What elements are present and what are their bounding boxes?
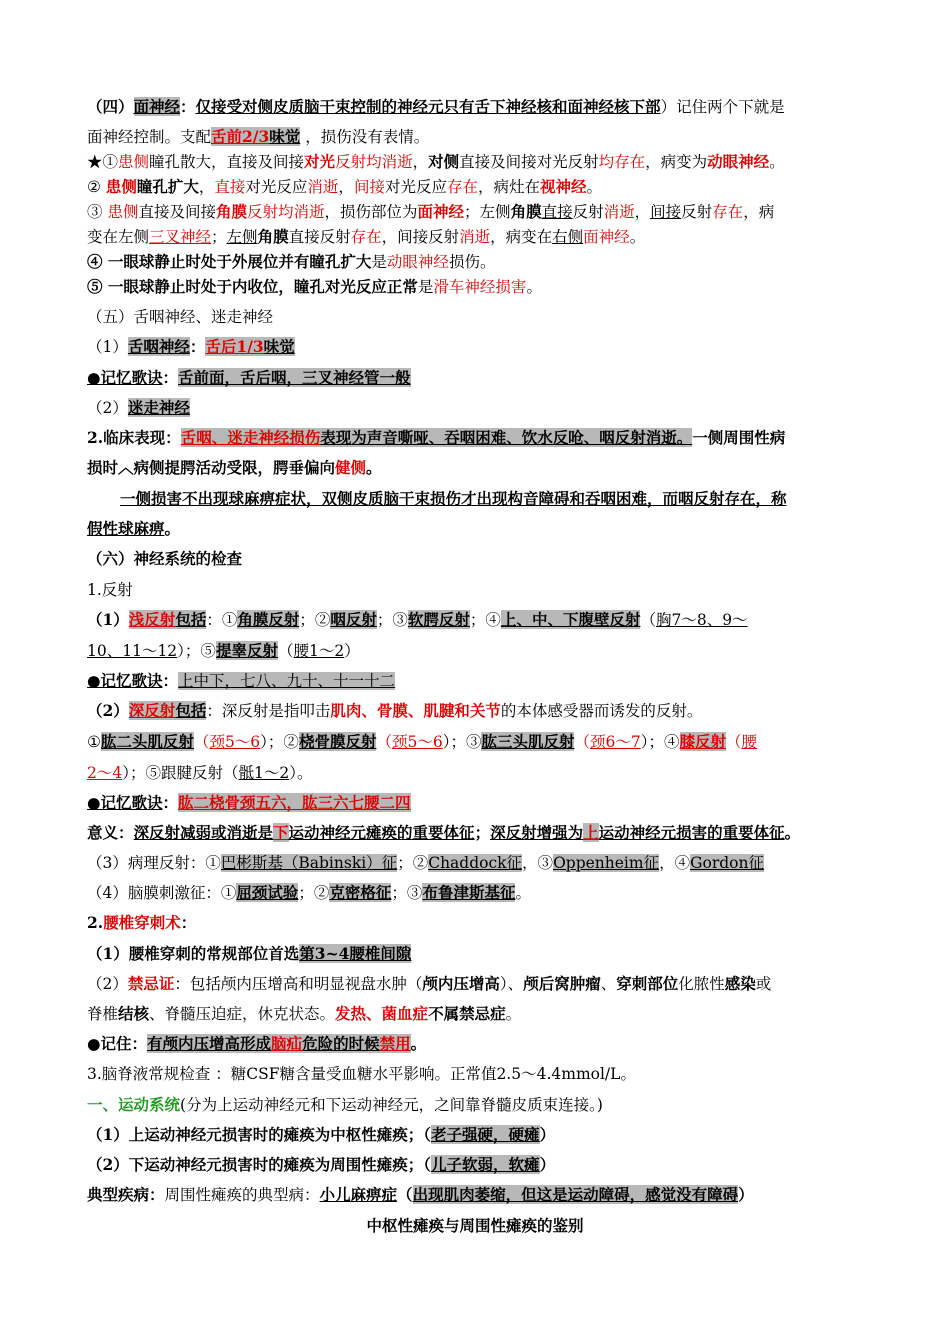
- text-line: [87, 96, 843, 118]
- text-run: 。: [784, 823, 801, 842]
- text-run: 。: [410, 1034, 427, 1053]
- text-run: 存在: [350, 228, 382, 246]
- text-run: ，: [634, 203, 651, 221]
- text-run: （1）腰椎穿刺的常规部位首选: [87, 944, 300, 963]
- text-line: [87, 609, 843, 631]
- text-run: （: [376, 733, 392, 751]
- text-run: 包括: [175, 610, 207, 629]
- text-run: 变在左侧: [87, 228, 150, 246]
- text-run: 均存在: [598, 153, 646, 171]
- text-line: [87, 579, 843, 601]
- text-run: （四）: [87, 97, 134, 116]
- text-run: ；②: [397, 854, 429, 872]
- text-run: ，损伤部位为: [324, 203, 418, 221]
- text-run: 一侧周围性病: [692, 428, 786, 447]
- text-run: 均消逝: [278, 203, 325, 221]
- text-run: 直接: [541, 203, 573, 221]
- text-run: 反射: [681, 203, 713, 221]
- text-run: 胸7～8、9～: [655, 611, 748, 629]
- text-run: （4）脑膜刺激征：①: [87, 884, 237, 902]
- text-run: （: [193, 733, 210, 751]
- text-run: ）；⑤: [177, 642, 216, 660]
- text-run: ）记住两个下就是: [660, 98, 785, 116]
- text-run: 均消逝: [366, 153, 413, 171]
- text-run: 有颅内压增高形成: [147, 1034, 272, 1053]
- text-run: 舌咽、迷走神经损伤: [180, 428, 321, 447]
- text-run: 桡骨膜反射: [298, 732, 377, 751]
- text-run: ，: [412, 153, 429, 171]
- text-run: 脑疝: [271, 1034, 303, 1053]
- text-run: 损伤。: [448, 253, 496, 271]
- text-run: ：: [162, 671, 179, 690]
- text-run: 角膜: [510, 202, 542, 221]
- text-run: 。: [505, 1005, 522, 1023]
- text-line: [87, 201, 843, 223]
- text-run: 上、中、下腹壁反射: [500, 610, 641, 629]
- text-line: [87, 427, 843, 449]
- text-line: [87, 670, 843, 692]
- text-run: 周围性瘫痪的典型病：: [164, 1186, 320, 1204]
- text-run: 反射: [572, 203, 604, 221]
- text-run: ）: [539, 1125, 556, 1144]
- text-run: 上: [583, 823, 599, 842]
- text-run: 深反射: [128, 701, 176, 720]
- text-run: 肱二桡骨颈五六，肱三六七腰二四: [178, 793, 411, 812]
- text-run: 腰椎穿刺术: [103, 913, 181, 932]
- text-run: Chaddock征: [428, 854, 523, 872]
- text-run: 滑车神经损害: [433, 278, 527, 296]
- text-run: 瞳孔散大，直接及间接: [149, 153, 305, 171]
- text-line: [87, 1154, 843, 1176]
- text-run: 骶1～2: [238, 764, 290, 782]
- text-line: [87, 1184, 843, 1206]
- text-run: ：: [180, 97, 196, 116]
- text-run: ）: [539, 1155, 556, 1174]
- text-run: 直接及间接对光反射: [459, 153, 599, 171]
- text-run: 老子强硬，硬瘫: [431, 1125, 540, 1144]
- text-run: 。: [769, 153, 785, 171]
- text-run: 颈5～6: [391, 733, 443, 751]
- text-line: [87, 367, 843, 389]
- text-run: 咽反射: [330, 610, 377, 629]
- text-run: 2.: [87, 913, 104, 932]
- text-run: 穿刺部位: [616, 974, 679, 993]
- text-run: 。: [366, 458, 382, 477]
- text-run: 禁忌证: [127, 974, 175, 993]
- text-run: 直接反射: [288, 228, 351, 246]
- text-run: 是: [371, 253, 387, 271]
- text-run: 10、11～12: [87, 642, 178, 660]
- text-line: [87, 126, 843, 148]
- text-run: 中枢性瘫痪与周围性瘫痪的鉴别: [366, 1216, 584, 1235]
- text-run: ；左侧: [464, 203, 511, 221]
- text-run: 舌后1/3: [205, 337, 264, 356]
- text-run: 。: [586, 178, 603, 196]
- text-run: ；④: [469, 611, 501, 629]
- text-run: ；: [211, 228, 227, 246]
- text-run: 反射: [335, 153, 367, 171]
- text-run: 肱二头肌反射: [100, 732, 194, 751]
- text-run: 迷走神经: [127, 398, 190, 417]
- text-run: 颅内压增高: [422, 974, 500, 993]
- text-run: 发热、菌血症: [335, 1004, 429, 1023]
- text-run: ）。: [289, 764, 313, 782]
- text-run: 反射: [246, 203, 278, 221]
- text-run: 2.临床表现：: [87, 428, 181, 447]
- text-run: ：: [189, 337, 206, 356]
- text-line: [87, 762, 843, 784]
- text-run: 肌肉、骨膜、肌腱和关节: [330, 701, 501, 720]
- text-line: [87, 176, 843, 198]
- text-line: [87, 151, 843, 173]
- text-line: [87, 548, 843, 570]
- text-run: 损时︿病侧提腭活动受限，腭垂偏向: [87, 458, 336, 477]
- text-line: [87, 276, 843, 298]
- text-line: [0, 1215, 950, 1237]
- text-run: ，④: [659, 854, 691, 872]
- text-run: (分为上运动神经元和下运动神经元，之间靠脊髓皮质束连接。): [180, 1096, 603, 1114]
- text-run: 动眼神经: [707, 152, 770, 171]
- text-run: 动眼神经: [386, 253, 449, 271]
- text-line: [87, 336, 843, 358]
- text-run: 面神经: [583, 228, 630, 246]
- text-run: ；②: [298, 884, 330, 902]
- text-run: 一、运动系统: [87, 1095, 181, 1114]
- text-line: [87, 943, 843, 965]
- text-line: [87, 912, 843, 934]
- text-run: ①: [87, 733, 101, 751]
- text-run: 面神经: [133, 97, 181, 116]
- text-run: ：包括颅内压增高和明显视盘水肿（: [174, 975, 423, 993]
- text-run: 仅接受对侧皮质脑干束控制的神经元只有舌下神经核和面神经核下部: [195, 97, 661, 116]
- text-run: 颈5～6: [209, 733, 261, 751]
- text-run: 直接: [214, 178, 246, 196]
- text-run: 一侧损害不出现球麻痹症状，双侧皮质脑干束损伤才出现构音障碍和吞咽困难，而咽反射存在，称: [120, 489, 787, 508]
- text-run: ●记忆歌诀: [87, 671, 163, 690]
- text-line: [87, 1033, 843, 1055]
- text-run: ：: [180, 913, 197, 932]
- text-run: ）；⑤跟腱反射（: [122, 764, 239, 782]
- text-run: 角膜: [215, 202, 247, 221]
- text-run: ：①: [206, 611, 238, 629]
- text-run: 腰1～2: [293, 642, 345, 660]
- text-line: [87, 1094, 843, 1116]
- text-run: 提睾反射: [215, 641, 278, 660]
- text-run: 患侧: [107, 203, 139, 221]
- text-run: 腰: [741, 733, 758, 751]
- text-run: 颈6～7: [590, 733, 641, 751]
- text-run: 的本体感受器而诱发的反射。: [500, 702, 703, 720]
- text-run: 消逝: [307, 178, 339, 196]
- text-run: ，③: [522, 854, 554, 872]
- text-run: 味觉: [263, 337, 295, 356]
- text-run: （2）下运动神经元损害时的瘫痪为周围性瘫痪；（: [87, 1155, 432, 1174]
- text-run: ）；③: [442, 733, 482, 751]
- text-run: 三叉神经: [149, 228, 212, 246]
- text-run: Oppenheim征: [553, 854, 660, 872]
- text-run: 结核: [118, 1004, 150, 1023]
- text-run: 软腭反射: [407, 610, 470, 629]
- text-run: ）: [344, 642, 360, 660]
- text-run: ；③: [376, 611, 408, 629]
- text-line: [87, 226, 843, 248]
- text-line: [87, 822, 843, 844]
- text-run: ★①: [87, 153, 119, 171]
- text-run: 化脓性: [678, 975, 725, 993]
- text-run: 典型疾病：: [87, 1185, 165, 1204]
- text-run: ②: [87, 178, 106, 196]
- text-run: ●记忆歌诀: [87, 793, 163, 812]
- text-run: 直接及间接: [138, 203, 216, 221]
- text-run: ，: [198, 178, 215, 196]
- text-run: （: [574, 733, 590, 751]
- text-line: [87, 852, 843, 874]
- text-run: 上中下，七八、九十、十一十二: [178, 672, 396, 690]
- text-run: ；: [474, 823, 491, 842]
- text-run: 假性球麻痹: [87, 519, 165, 538]
- text-line: [87, 700, 843, 722]
- text-line: [87, 792, 843, 814]
- text-run: 。: [164, 519, 181, 538]
- text-run: 1.反射: [87, 581, 133, 599]
- text-line: [87, 640, 843, 662]
- text-run: 屈颈试验: [236, 883, 299, 902]
- text-run: ；③: [391, 884, 423, 902]
- text-run: （五）舌咽神经、迷走神经: [87, 308, 274, 326]
- text-run: ，病: [743, 203, 775, 221]
- text-run: 运动神经元损害的重要体征: [598, 823, 785, 842]
- text-run: （六）神经系统的检查: [87, 549, 243, 568]
- text-run: 危险的时候: [302, 1034, 380, 1053]
- text-run: 。: [526, 278, 542, 296]
- text-line: [87, 1124, 843, 1146]
- text-run: 瞳孔扩大: [136, 177, 199, 196]
- text-run: （2）: [87, 701, 129, 720]
- text-run: ）: [738, 1185, 754, 1204]
- text-run: 左侧: [226, 228, 258, 246]
- text-run: ⑤ 一眼球静止时处于内收位，瞳孔对光反应正常: [87, 277, 418, 296]
- text-run: ：: [162, 368, 179, 387]
- text-line: [87, 397, 843, 419]
- text-run: 脊椎: [87, 1005, 119, 1023]
- text-line: [87, 251, 843, 273]
- text-run: ，间接反射: [381, 228, 460, 246]
- text-run: ：深反射是指叩击: [206, 702, 331, 720]
- text-run: ）；④: [640, 733, 680, 751]
- text-run: 舌前2/3: [211, 127, 270, 146]
- text-run: ●记住：: [87, 1034, 148, 1053]
- text-run: 对光反应: [245, 178, 308, 196]
- text-line: [87, 518, 843, 540]
- text-run: 浅反射: [128, 610, 176, 629]
- text-run: （: [726, 733, 742, 751]
- text-line: [87, 1003, 843, 1025]
- text-run: 表现为声音嘶哑、吞咽困难、饮水反呛、咽反射消逝。: [320, 428, 693, 447]
- text-run: 小儿麻痹症: [319, 1185, 398, 1204]
- text-line: [87, 973, 843, 995]
- text-run: 角膜: [257, 227, 289, 246]
- text-run: 肱三头肌反射: [481, 732, 575, 751]
- text-run: 。: [515, 884, 531, 902]
- text-run: 感染: [724, 974, 756, 993]
- text-run: 深反射减弱或消逝是: [133, 823, 274, 842]
- text-run: （: [397, 1185, 413, 1204]
- text-run: （2）: [87, 399, 128, 417]
- text-run: 不属禁忌症: [428, 1004, 506, 1023]
- text-run: 味觉: [269, 127, 301, 146]
- text-run: 舌前面，舌后咽，三叉神经管一般: [178, 368, 411, 387]
- text-run: ；②: [299, 611, 331, 629]
- text-run: 3.脑脊液常规检查 ：糖CSF糖含量受血糖水平影响。正常值2.5～4.4mmol/L。: [87, 1065, 636, 1083]
- text-line: [87, 457, 843, 479]
- text-run: 第3~4腰椎间隙: [299, 944, 412, 963]
- text-run: （1）: [87, 610, 129, 629]
- text-run: （2）: [87, 975, 128, 993]
- text-run: 巴彬斯基（Babinski）征: [220, 854, 398, 872]
- text-run: 舌咽神经: [127, 337, 190, 356]
- text-run: 患侧: [105, 177, 137, 196]
- text-run: 对侧: [428, 152, 460, 171]
- text-run: （: [277, 642, 294, 660]
- text-run: 存在: [446, 178, 478, 196]
- text-run: 运动神经元瘫痪的重要体征: [288, 823, 475, 842]
- text-run: 下: [273, 823, 289, 842]
- text-run: 包括: [175, 701, 207, 720]
- text-run: 是: [417, 278, 434, 296]
- text-run: 间接: [353, 178, 385, 196]
- text-run: 深反射增强为: [490, 823, 584, 842]
- text-line: [87, 1063, 843, 1085]
- text-run: 颅后窝肿瘤: [523, 974, 601, 993]
- text-run: 2～4: [87, 764, 123, 782]
- text-run: （1）: [87, 338, 128, 356]
- text-run: ，病灶在: [477, 178, 540, 196]
- text-run: ，: [338, 178, 354, 196]
- text-run: 布鲁津斯基征: [422, 883, 516, 902]
- text-line: [87, 306, 843, 328]
- text-run: （: [640, 611, 656, 629]
- text-run: （3）病理反射：①: [87, 854, 221, 872]
- text-run: ●记忆歌诀: [87, 368, 163, 387]
- text-run: 、脊髓压迫症，休克状态。: [149, 1005, 336, 1023]
- text-run: 意义：: [87, 823, 134, 842]
- text-run: （1）上运动神经元损害时的瘫痪为中枢性瘫痪；（: [87, 1125, 432, 1144]
- text-run: 出现肌肉萎缩，但这是运动障碍，感觉没有障碍: [412, 1185, 739, 1204]
- text-run: 、: [600, 975, 617, 993]
- text-run: 膝反射: [679, 732, 727, 751]
- text-run: 患侧: [118, 153, 150, 171]
- text-line: [87, 882, 843, 904]
- text-run: 对光反应: [384, 178, 447, 196]
- text-run: ，病变为: [645, 153, 708, 171]
- text-run: 禁用: [379, 1034, 411, 1053]
- text-run: 。: [629, 228, 646, 246]
- text-run: 视神经: [540, 177, 587, 196]
- text-line: [87, 731, 843, 753]
- text-run: 克密格征: [329, 883, 392, 902]
- text-run: 面神经控制。支配: [87, 128, 212, 146]
- text-run: Gordon征: [690, 854, 764, 872]
- text-run: 儿子软弱，软瘫: [431, 1155, 540, 1174]
- text-run: 右侧: [552, 228, 584, 246]
- text-run: 角膜反射: [237, 610, 300, 629]
- text-run: 健侧: [335, 458, 367, 477]
- text-run: 消逝: [603, 203, 635, 221]
- text-run: 面神经: [417, 202, 465, 221]
- text-run: ，损伤没有表情。: [300, 128, 430, 146]
- text-line: [120, 488, 843, 510]
- text-run: 间接: [650, 203, 682, 221]
- text-run: ）、: [499, 975, 524, 993]
- text-run: ）；②: [260, 733, 299, 751]
- text-run: ④ 一眼球静止时处于外展位并有瞳孔扩大: [87, 252, 372, 271]
- text-run: 消逝: [459, 228, 491, 246]
- text-run: 存在: [712, 203, 744, 221]
- text-run: ③: [87, 203, 108, 221]
- text-run: 或: [755, 975, 772, 993]
- text-run: ：: [162, 793, 179, 812]
- text-run: ，病变在: [490, 228, 553, 246]
- text-run: 对光: [304, 152, 336, 171]
